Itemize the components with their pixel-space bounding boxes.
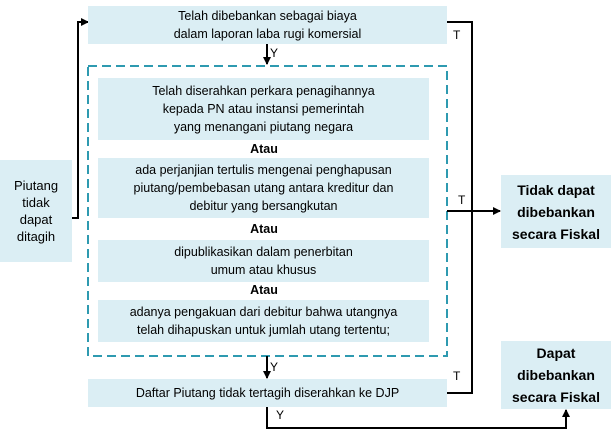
yes-label-1: Y	[270, 46, 279, 60]
submit-list-djp-text: Daftar Piutang tidak tertagih diserahkan ke DJP	[135, 386, 400, 400]
line-commercial-no	[447, 22, 472, 211]
uncollectible-receivable-box	[0, 160, 72, 262]
not-deductible-text: Tidak dapat dibebankan secara Fiskal	[512, 181, 600, 242]
arrow-djp-yes	[267, 407, 566, 428]
or-label-3: Atau	[250, 283, 278, 297]
no-label-1: T	[453, 28, 461, 42]
not-deductible-box	[501, 175, 611, 248]
published-box	[98, 240, 429, 282]
or-label-1: Atau	[250, 142, 278, 156]
submit-list-djp-box	[88, 379, 447, 407]
uncollectible-receivable-text: Piutang tidak dapat ditagih	[13, 178, 59, 244]
submitted-to-court-box	[98, 78, 429, 140]
yes-label-2: Y	[270, 360, 279, 374]
written-agreement-box	[98, 158, 429, 218]
no-label-2: T	[458, 193, 466, 207]
arrow-uncollectible-to-commercial	[72, 22, 88, 218]
commercial-expense-text: Telah dibebankan sebagai biaya dalam laporan laba rugi komersial	[173, 9, 362, 41]
debtor-acknowledgement-box	[98, 300, 429, 342]
or-label-2: Atau	[250, 222, 278, 236]
commercial-expense-box	[88, 6, 447, 44]
yes-label-3: Y	[276, 408, 285, 422]
written-agreement-text: ada perjanjian tertulis mengenai penghapusan piutang/pembebasan utang antara kreditur dan debitur yang bersangkutan	[133, 163, 394, 213]
debtor-acknowledgement-text: adanya pengakuan dari debitur bahwa utangnya telah dihapuskan untuk jumlah utang tertentu;	[129, 305, 398, 337]
deductible-text: Dapat dibebankan secara Fiskal	[512, 345, 600, 405]
deductible-box	[501, 341, 611, 409]
submitted-to-court-text: Telah diserahkan perkara penagihannya kepada PN atau instansi pemerintah yang menangani piutang negara	[152, 84, 375, 134]
no-label-3: T	[453, 369, 461, 383]
line-djp-no	[447, 211, 472, 393]
published-text: dipublikasikan dalam penerbitan umum atau khusus	[174, 245, 353, 277]
